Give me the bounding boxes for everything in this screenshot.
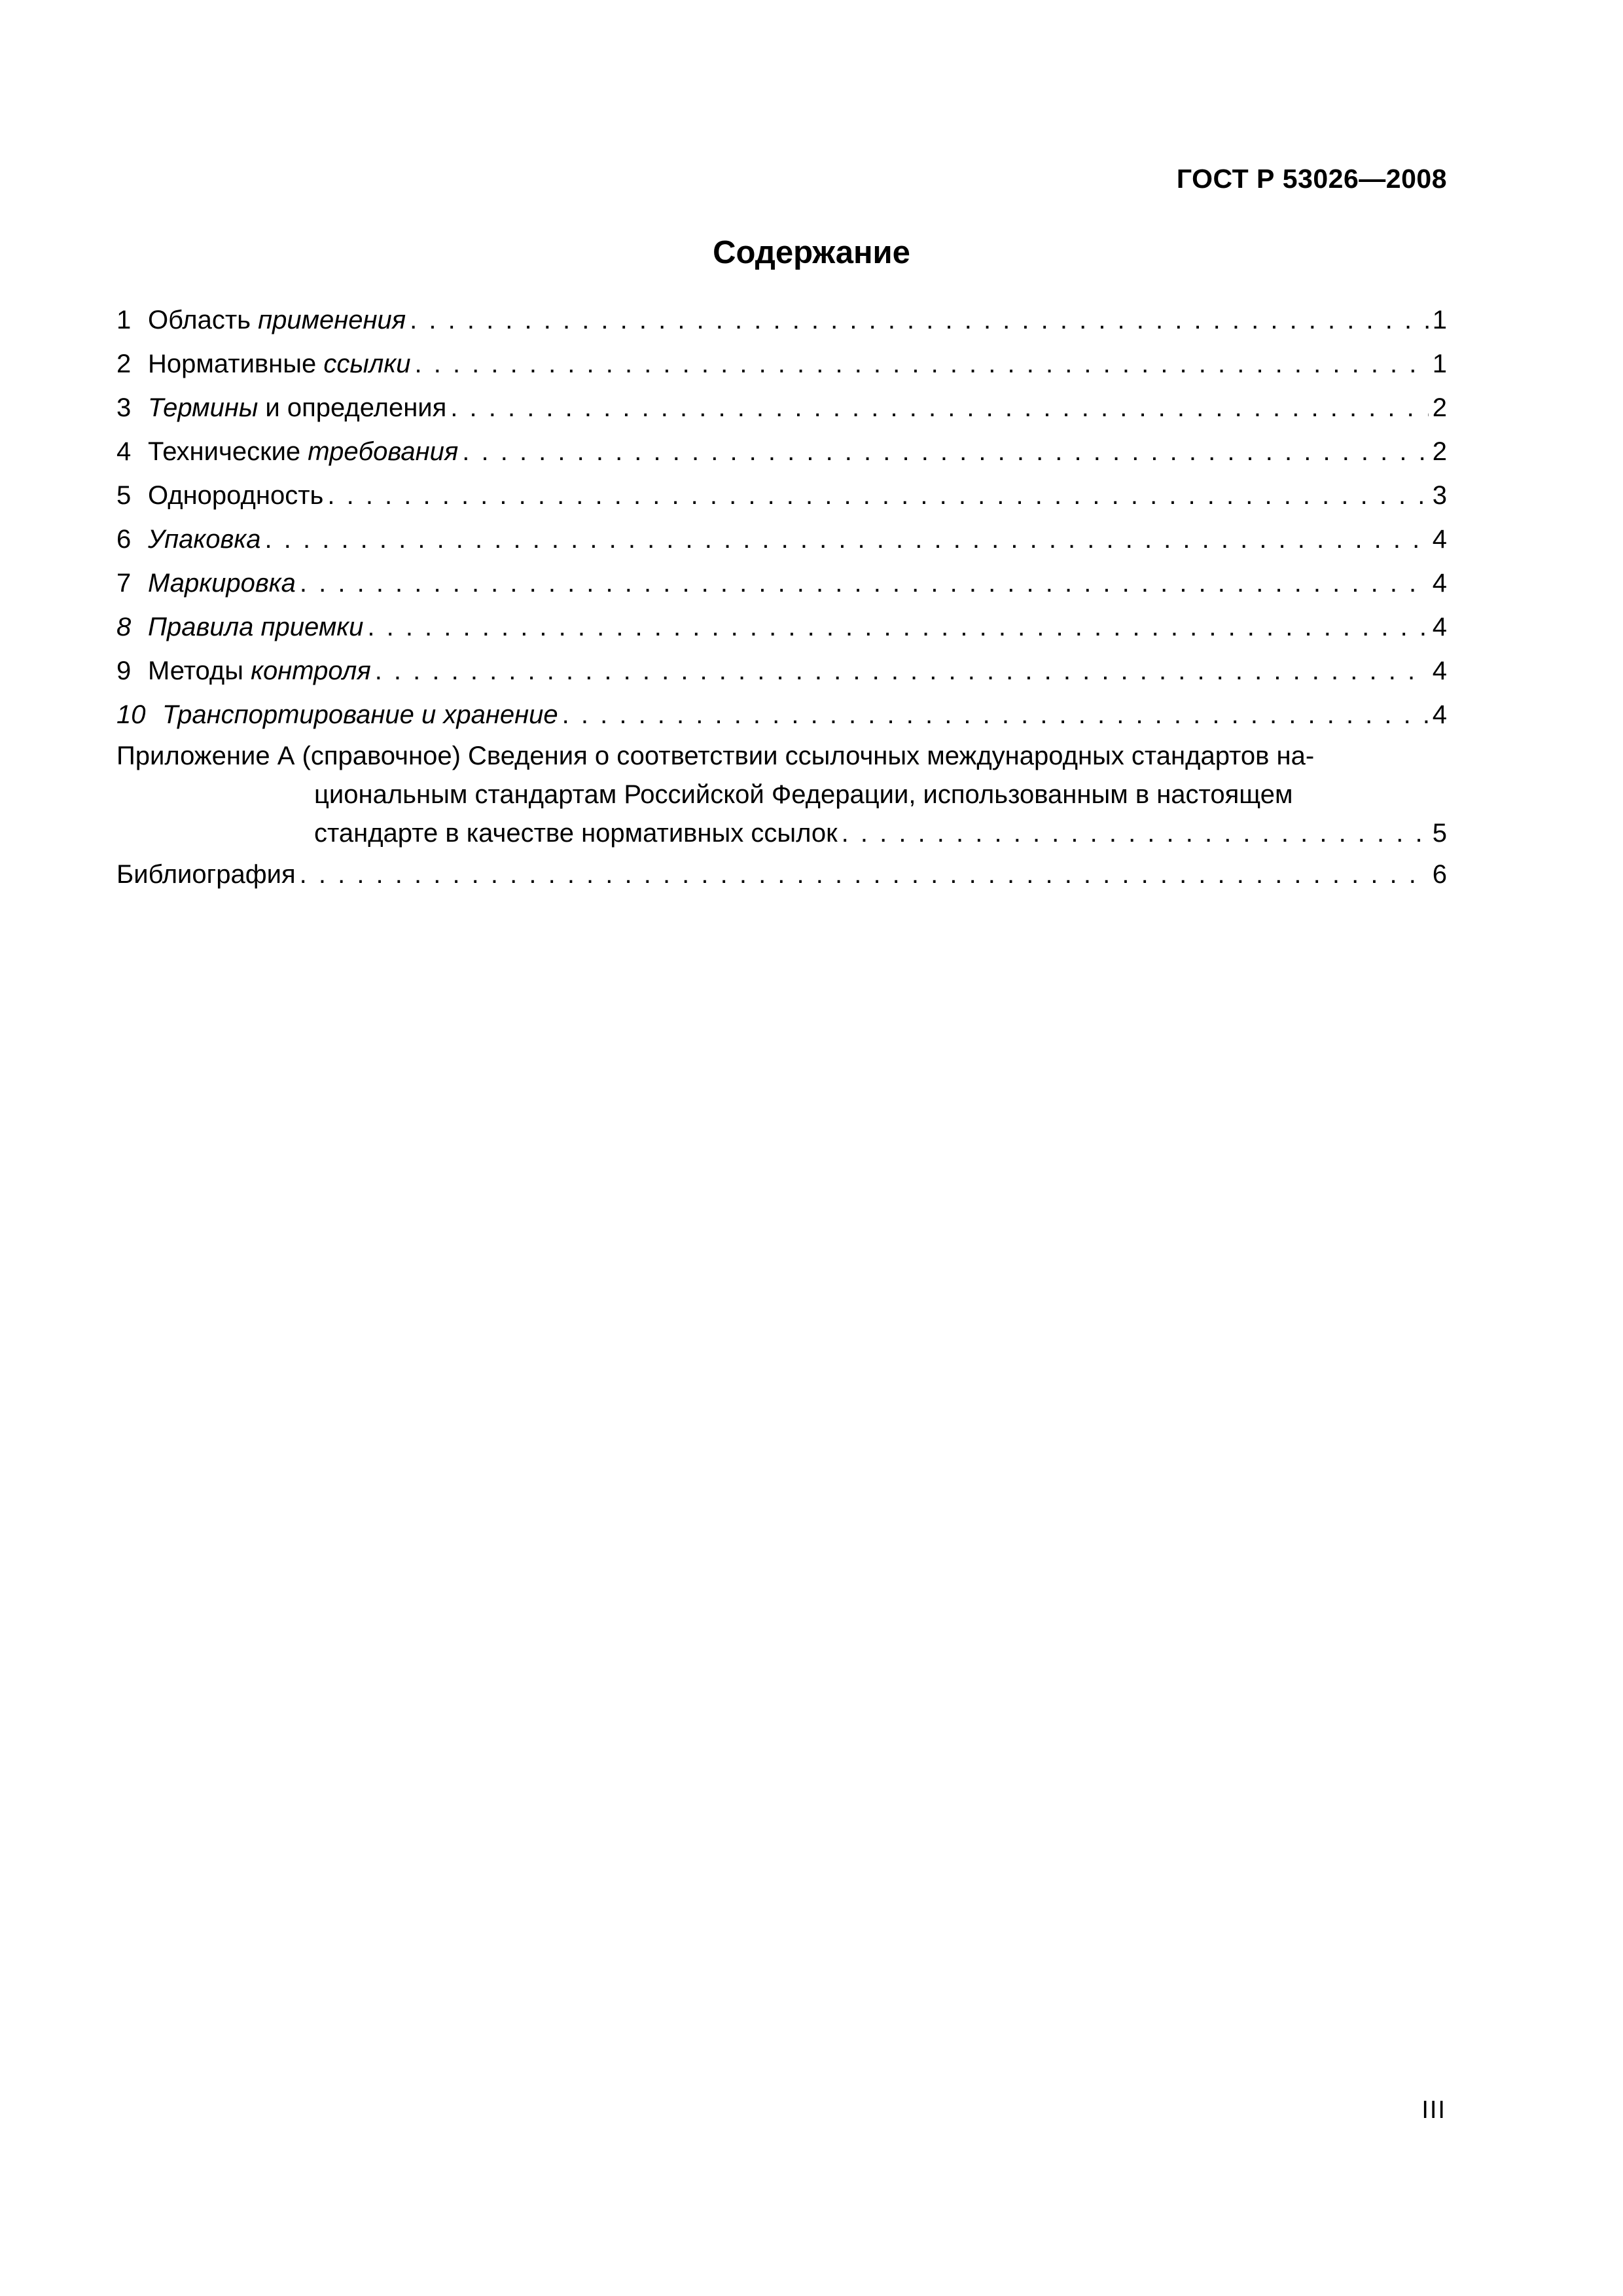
toc-page-number: 5 (1432, 819, 1447, 848)
toc-entry-bibliography[interactable] (116, 853, 1447, 897)
appendix-title-line-3 (116, 814, 1447, 853)
toc-entry-8[interactable] (116, 605, 1447, 649)
toc-entry-5[interactable] (116, 474, 1447, 518)
toc-entry-9[interactable] (116, 649, 1447, 693)
toc-entry-title-part: Транспортирование и хранение (162, 700, 558, 729)
toc-entry-label (116, 605, 367, 649)
toc-entry-appendix-a[interactable] (116, 737, 1447, 853)
toc-entry-1[interactable] (116, 298, 1447, 342)
toc-entry-label (116, 474, 327, 518)
toc-page-number: 2 (1432, 437, 1447, 466)
toc-entry-label (116, 342, 414, 386)
toc-entry-label: Библиография (116, 860, 296, 889)
toc-entry-title-part: ссылки (323, 350, 411, 378)
dot-leader (414, 342, 1428, 386)
toc-entry-6[interactable] (116, 518, 1447, 562)
toc-entry-title-part: требования (308, 437, 459, 466)
toc-page-number: 4 (1432, 656, 1447, 685)
toc-entry-label (116, 693, 562, 737)
dot-leader (265, 518, 1429, 562)
toc-entry-3[interactable] (116, 386, 1447, 430)
toc-entry-number: 6 (116, 525, 132, 554)
toc-entry-label (116, 298, 410, 342)
toc-entry-label (116, 518, 265, 562)
appendix-title-line-1: Приложение А (справочное) Сведения о соответствии ссылочных международных стандартов на- (116, 742, 1315, 770)
toc-entries (116, 298, 1447, 737)
toc-entry-title-part: контроля (251, 656, 371, 685)
toc-entry-title-part: Правила приемки (148, 613, 364, 641)
toc-entry-label (116, 649, 375, 693)
toc-entry-number: 5 (116, 481, 132, 510)
toc-entry-number: 7 (116, 569, 132, 598)
toc-entry-number: 9 (116, 656, 132, 685)
toc-entry-4[interactable] (116, 430, 1447, 474)
toc-entry-title-part: Термины (148, 393, 259, 422)
toc-page-number: 4 (1432, 569, 1447, 598)
toc-entry-title-part: Однородность (148, 481, 324, 510)
dot-leader (842, 814, 1429, 853)
toc-entry-number: 10 (116, 700, 146, 729)
toc-entry-number: 4 (116, 437, 132, 466)
dot-leader (300, 853, 1429, 897)
toc-page-number: 4 (1432, 700, 1447, 729)
toc-entry-10[interactable] (116, 693, 1447, 737)
toc-entry-7[interactable] (116, 562, 1447, 605)
toc-entry-number: 1 (116, 306, 132, 334)
toc-page-number: 2 (1432, 393, 1447, 422)
toc-page-number: 4 (1432, 525, 1447, 554)
dot-leader (450, 386, 1428, 430)
toc-entry-label (116, 386, 450, 430)
toc-entry-title-part: применения (258, 306, 406, 334)
toc-title: Содержание (713, 235, 910, 270)
toc-entry-title-part: Методы (148, 656, 251, 685)
dot-leader (327, 474, 1428, 518)
dot-leader (410, 298, 1429, 342)
toc-entry-number: 2 (116, 350, 132, 378)
toc-entry-title-part: Технические (148, 437, 308, 466)
toc-entry-label (116, 562, 300, 605)
toc-entry-2[interactable] (116, 342, 1447, 386)
dot-leader (367, 605, 1428, 649)
toc-entry-title-part: Упаковка (148, 525, 261, 554)
toc-page-number: 1 (1432, 350, 1447, 378)
appendix-title-line-2: циональным стандартам Российской Федерации, использованным в настоящем (314, 780, 1293, 809)
toc-page-number: 6 (1432, 860, 1447, 889)
toc-entry-title-part: и определения (258, 393, 447, 422)
toc-entry-number: 8 (116, 613, 132, 641)
table-of-contents (116, 298, 1447, 897)
toc-page-number: 3 (1432, 481, 1447, 510)
toc-entry-label (116, 430, 462, 474)
toc-page-number: 4 (1432, 613, 1447, 641)
toc-entry-title-part: Маркировка (148, 569, 296, 598)
document-code: ГОСТ Р 53026—2008 (1176, 164, 1447, 194)
toc-entry-number: 3 (116, 393, 132, 422)
appendix-title-line-3-text: стандарте в качестве нормативных ссылок (314, 819, 838, 848)
dot-leader (375, 649, 1429, 693)
dot-leader (300, 562, 1429, 605)
page-number: III (1421, 2096, 1446, 2124)
dot-leader (462, 430, 1428, 474)
toc-entry-title-part: Нормативные (148, 350, 324, 378)
dot-leader (562, 693, 1429, 737)
toc-page-number: 1 (1432, 306, 1447, 334)
toc-entry-title-part: Область (148, 306, 259, 334)
